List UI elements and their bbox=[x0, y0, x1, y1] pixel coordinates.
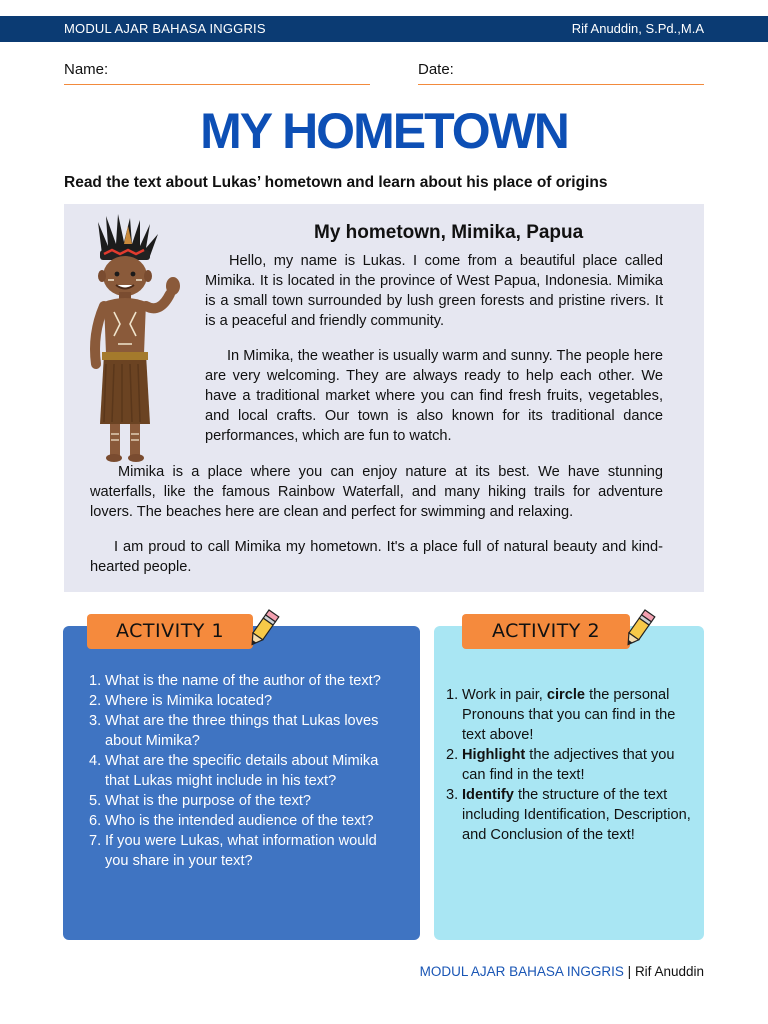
list-number: 3. bbox=[89, 713, 102, 729]
list-item bbox=[89, 671, 404, 691]
list-text: What are the specific details about Mimika that Lukas might include in his text? bbox=[105, 753, 379, 789]
footer-author: Rif Anuddin bbox=[634, 964, 704, 979]
list-item bbox=[89, 811, 404, 831]
list-text: Work in pair, bbox=[462, 687, 547, 703]
list-text: What is the purpose of the text? bbox=[105, 793, 312, 809]
paragraph-3: Mimika is a place where you can enjoy nature at its best. We have stunning waterfalls, like the famous Rainbow Waterfall, and many hiking trails for adventure lovers. The beaches here are clean and perfect for swimming and relaxing. bbox=[90, 464, 663, 520]
list-item bbox=[446, 745, 694, 785]
list-item bbox=[89, 831, 404, 871]
activity-2-tasks bbox=[446, 685, 694, 845]
paragraph-4: I am proud to call Mimika my hometown. It's a place full of natural beauty and kind-hearted people. bbox=[90, 539, 663, 575]
list-item bbox=[446, 685, 694, 745]
instruction-subtitle: Read the text about Lukas’ hometown and learn about his place of origins bbox=[64, 174, 608, 191]
list-number: 6. bbox=[89, 813, 102, 829]
footer bbox=[420, 964, 704, 979]
reading-passage bbox=[64, 204, 704, 592]
activity-1-label: ACTIVITY 1 bbox=[87, 614, 253, 649]
activity-2-card bbox=[434, 626, 704, 940]
list-number: 4. bbox=[89, 753, 102, 769]
footer-module-title: MODUL AJAR BAHASA INGGRIS bbox=[419, 964, 624, 979]
list-text: the adjectives that you can find in the text! bbox=[462, 747, 675, 783]
pencil-icon bbox=[246, 608, 280, 650]
header-bar bbox=[0, 16, 768, 42]
list-number: 7. bbox=[89, 833, 102, 849]
header-module-title: MODUL AJAR BAHASA INGGRIS bbox=[64, 21, 266, 36]
list-item bbox=[89, 751, 404, 791]
list-item bbox=[446, 785, 694, 845]
papuan-boy-illustration bbox=[84, 214, 194, 466]
reading-heading: My hometown, Mimika, Papua bbox=[314, 222, 584, 243]
list-item bbox=[89, 691, 404, 711]
paragraph-2: In Mimika, the weather is usually warm and sunny. The people here are very welcoming. They are always ready to help each other. We have a traditional market where you can find fresh fruits, vegetables, and local crafts. Our town is also known for its traditional dance performances, which are fun to watch. bbox=[205, 348, 663, 444]
list-text: Where is Mimika located? bbox=[105, 693, 273, 709]
list-number: 1. bbox=[446, 687, 459, 703]
list-text: Who is the intended audience of the text? bbox=[105, 813, 374, 829]
page-title: MY HOMETOWN bbox=[200, 103, 568, 159]
activity-1-questions bbox=[89, 671, 404, 871]
list-number: 2. bbox=[446, 747, 459, 763]
list-keyword: Identify bbox=[462, 787, 514, 803]
list-keyword: Highlight bbox=[462, 747, 526, 763]
headdress bbox=[98, 214, 158, 260]
activity-1-card bbox=[63, 626, 420, 940]
list-text: If you were Lukas, what information would you share in your text? bbox=[105, 833, 377, 869]
footer-separator: | bbox=[623, 964, 635, 979]
list-number: 5. bbox=[89, 793, 102, 809]
list-number: 2. bbox=[89, 693, 102, 709]
date-field[interactable] bbox=[418, 84, 704, 85]
list-text: What are the three things that Lukas loves about Mimika? bbox=[105, 713, 379, 749]
date-label: Date: bbox=[418, 61, 454, 78]
list-text: What is the name of the author of the text? bbox=[105, 673, 381, 689]
name-label: Name: bbox=[64, 61, 109, 78]
paragraph-1: Hello, my name is Lukas. I come from a beautiful place called Mimika. It is located in the province of West Papua, Indonesia. Mimika is a small town surrounded by lush green forests and pristine rivers. It is a peaceful and friendly community. bbox=[205, 253, 663, 329]
pencil-icon bbox=[622, 608, 656, 650]
activity-2-label: ACTIVITY 2 bbox=[462, 614, 630, 649]
list-number: 3. bbox=[446, 787, 459, 803]
list-text: the structure of the text including Identification, Description, and Conclusion of the text! bbox=[462, 787, 691, 843]
list-text: the personal Pronouns that you can find in the text above! bbox=[462, 687, 676, 743]
list-keyword: circle bbox=[546, 687, 586, 703]
list-number: 1. bbox=[89, 673, 102, 689]
list-item bbox=[89, 791, 404, 811]
name-field[interactable] bbox=[64, 84, 370, 85]
list-item bbox=[89, 711, 404, 751]
header-author: Rif Anuddin, S.Pd.,M.A bbox=[571, 21, 704, 36]
